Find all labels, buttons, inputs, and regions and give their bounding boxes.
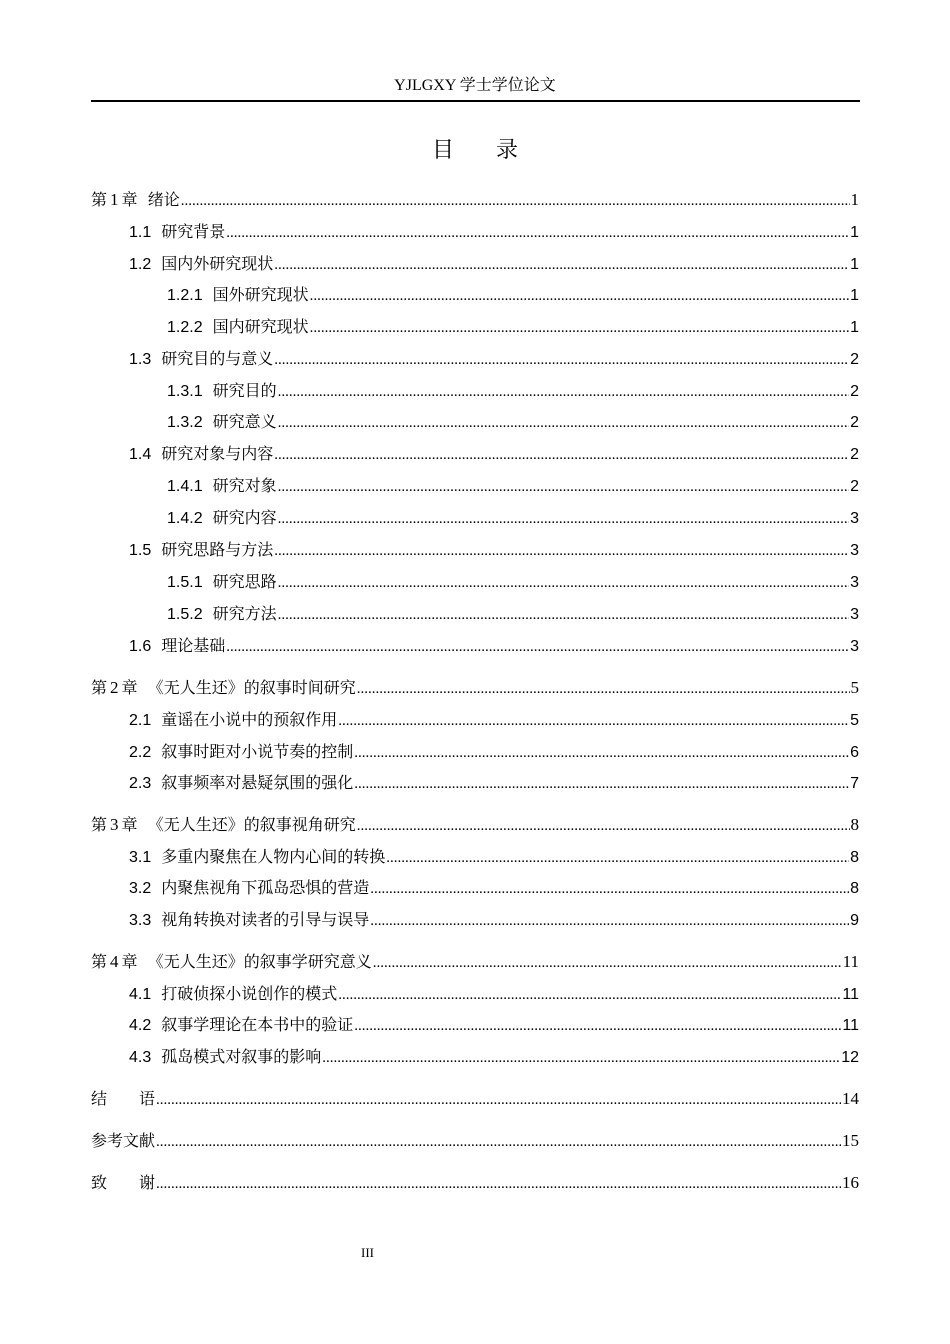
- page-number-ref: 2: [850, 383, 859, 400]
- page-number-ref: 5: [850, 678, 859, 697]
- section-title: 打破侦探小说创作的模式: [161, 984, 338, 1003]
- page-number-ref: 1: [850, 256, 859, 273]
- dot-leader: [373, 951, 842, 974]
- section-title: 研究目的与意义: [161, 349, 274, 368]
- section-title: 研究思路: [212, 572, 277, 591]
- dot-leader: [156, 1088, 841, 1111]
- toc-entry-section[interactable]: [91, 909, 859, 931]
- section-title: 研究内容: [212, 508, 277, 527]
- dot-leader: [357, 814, 850, 837]
- page-number-ref: 3: [850, 638, 859, 655]
- dot-leader: [274, 539, 849, 562]
- dot-leader: [226, 635, 849, 658]
- page-number-ref: 11: [842, 952, 859, 971]
- dot-leader: [386, 846, 849, 869]
- chapter-prefix: 第: [91, 815, 108, 834]
- section-number: 1.2: [129, 256, 152, 273]
- toc-entry-section[interactable]: [91, 221, 859, 243]
- chapter-prefix: 第: [91, 952, 108, 971]
- section-title: 研究方法: [212, 604, 277, 623]
- section-number: 1.2.2: [167, 319, 203, 336]
- toc-title-right: 录: [496, 138, 519, 163]
- chapter-prefix: 第: [91, 190, 108, 209]
- section-number: 1.4.2: [167, 510, 203, 527]
- section-title: 叙事时距对小说节奏的控制: [161, 742, 354, 761]
- dot-leader: [274, 253, 849, 276]
- toc-title-left: 目: [431, 138, 454, 163]
- section-number: 1.1: [129, 224, 152, 241]
- toc-entry-section[interactable]: [91, 571, 859, 593]
- section-title: 叙事学理论在本书中的验证: [161, 1015, 354, 1034]
- dot-leader: [310, 316, 849, 339]
- dot-leader: [278, 603, 849, 626]
- toc-entry-section[interactable]: [91, 709, 859, 731]
- dot-leader: [181, 189, 850, 212]
- page-number-ref: 1: [850, 224, 859, 241]
- section-number: 1.4: [129, 446, 152, 463]
- page-number-ref: 9: [850, 912, 859, 929]
- page-number-ref: 2: [850, 446, 859, 463]
- section-number: 1.6: [129, 638, 152, 655]
- toc-entry-section[interactable]: [91, 475, 859, 497]
- section-number: 2.1: [129, 712, 152, 729]
- toc-entry-chapter[interactable]: [91, 1088, 859, 1110]
- section-title: 研究对象与内容: [161, 444, 274, 463]
- section-title: 童谣在小说中的预叙作用: [161, 710, 338, 729]
- dot-leader: [310, 284, 849, 307]
- header-rule: [91, 100, 860, 102]
- page-number-ref: 11: [842, 986, 859, 1003]
- page-number-ref: 3: [850, 542, 859, 559]
- page-number: III: [361, 1245, 374, 1260]
- section-number: 1.4.1: [167, 478, 203, 495]
- section-title: 研究意义: [212, 412, 277, 431]
- dot-leader: [357, 677, 850, 700]
- toc-entry-chapter[interactable]: [91, 677, 859, 699]
- dot-leader: [354, 741, 849, 764]
- dot-leader: [274, 348, 849, 371]
- chapter-number: 4: [110, 952, 119, 971]
- page-number-ref: 8: [850, 880, 859, 897]
- page-number-ref: 15: [842, 1131, 859, 1150]
- section-number: 4.3: [129, 1049, 152, 1066]
- section-number: 1.5.1: [167, 574, 203, 591]
- dot-leader: [156, 1130, 841, 1153]
- section-title: 理论基础: [161, 636, 226, 655]
- toc-entry-section[interactable]: [91, 983, 859, 1005]
- toc-entry-section[interactable]: [91, 741, 859, 763]
- chapter-title: 章 《无人生还》的叙事时间研究: [121, 678, 356, 697]
- toc-entry-chapter[interactable]: [91, 814, 859, 836]
- section-title: 研究对象: [212, 476, 277, 495]
- page-number-ref: 14: [842, 1089, 859, 1108]
- page-number-ref: 7: [850, 775, 859, 792]
- page-header: YJLGXY 学士学位论文: [394, 77, 556, 94]
- dot-leader: [354, 1014, 841, 1037]
- section-number: 4.1: [129, 986, 152, 1003]
- section-number: 4.2: [129, 1017, 152, 1034]
- section-number: 2.3: [129, 775, 152, 792]
- toc-entry-section[interactable]: [91, 253, 859, 275]
- chapter-number: 3: [110, 815, 119, 834]
- page-number-ref: 1: [850, 190, 859, 209]
- page-number-ref: 8: [850, 815, 859, 834]
- page-number-ref: 3: [850, 510, 859, 527]
- chapter-title: 章 绪论: [121, 190, 180, 209]
- page-number-ref: 5: [850, 712, 859, 729]
- toc-entry-section[interactable]: [91, 507, 859, 529]
- toc-entry-section[interactable]: [91, 316, 859, 338]
- dot-leader: [338, 709, 849, 732]
- dot-leader: [370, 909, 849, 932]
- section-title: 叙事频率对悬疑氛围的强化: [161, 773, 354, 792]
- dot-leader: [278, 380, 849, 403]
- dot-leader: [370, 877, 849, 900]
- section-title: 国外研究现状: [212, 285, 309, 304]
- page-number-ref: 11: [842, 1017, 859, 1034]
- toc-title: [0, 136, 950, 166]
- section-number: 1.2.1: [167, 287, 203, 304]
- dot-leader: [354, 772, 849, 795]
- toc-entry-section[interactable]: [91, 284, 859, 306]
- section-number: 1.3.2: [167, 414, 203, 431]
- section-title: 视角转换对读者的引导与误导: [161, 910, 370, 929]
- section-number: 1.3: [129, 351, 152, 368]
- toc-entry-section[interactable]: [91, 1046, 859, 1068]
- chapter-number: 1: [110, 190, 119, 209]
- toc-entry-section[interactable]: [91, 1014, 859, 1036]
- section-number: 1.5.2: [167, 606, 203, 623]
- page-number-ref: 3: [850, 574, 859, 591]
- dot-leader: [278, 571, 849, 594]
- toc-entry-section[interactable]: [91, 348, 859, 370]
- section-number: 3.3: [129, 912, 152, 929]
- dot-leader: [278, 475, 849, 498]
- entry-title: 参考文献: [91, 1131, 156, 1150]
- section-title: 国内研究现状: [212, 317, 309, 336]
- toc-entry-section[interactable]: [91, 603, 859, 625]
- toc-entry-section[interactable]: [91, 846, 859, 868]
- section-number: 3.1: [129, 849, 152, 866]
- page-number-ref: 1: [850, 287, 859, 304]
- toc-entry-chapter[interactable]: [91, 951, 859, 973]
- dot-leader: [322, 1046, 840, 1069]
- toc-entry-section[interactable]: [91, 877, 859, 899]
- chapter-title: 章 《无人生还》的叙事视角研究: [121, 815, 356, 834]
- chapter-number: 2: [110, 678, 119, 697]
- section-title: 国内外研究现状: [161, 254, 274, 273]
- page-number-ref: 2: [850, 478, 859, 495]
- dot-leader: [278, 411, 849, 434]
- toc-entry-chapter[interactable]: [91, 189, 859, 211]
- section-title: 孤岛模式对叙事的影响: [161, 1047, 322, 1066]
- toc-entry-section[interactable]: [91, 772, 859, 794]
- entry-title: 结 语: [91, 1089, 156, 1108]
- dot-leader: [226, 221, 849, 244]
- toc-entry-section[interactable]: [91, 635, 859, 657]
- toc-entry-chapter[interactable]: [91, 1172, 859, 1194]
- page-number-ref: 2: [850, 414, 859, 431]
- toc-entry-section[interactable]: [91, 443, 859, 465]
- section-number: 2.2: [129, 744, 152, 761]
- section-title: 研究背景: [161, 222, 226, 241]
- chapter-title: 章 《无人生还》的叙事学研究意义: [121, 952, 372, 971]
- toc-entry-section[interactable]: [91, 380, 859, 402]
- toc-entry-section[interactable]: [91, 539, 859, 561]
- section-number: 1.3.1: [167, 383, 203, 400]
- page-number-ref: 8: [850, 849, 859, 866]
- section-number: 3.2: [129, 880, 152, 897]
- page-number-ref: 16: [842, 1173, 859, 1192]
- toc-entry-section[interactable]: [91, 411, 859, 433]
- page-number-ref: 6: [850, 744, 859, 761]
- section-title: 内聚焦视角下孤岛恐惧的营造: [161, 878, 370, 897]
- dot-leader: [156, 1172, 841, 1195]
- section-number: 1.5: [129, 542, 152, 559]
- page-number-ref: 1: [850, 319, 859, 336]
- page-number-ref: 2: [850, 351, 859, 368]
- section-title: 研究目的: [212, 381, 277, 400]
- page-number-ref: 12: [841, 1049, 859, 1066]
- section-title: 研究思路与方法: [161, 540, 274, 559]
- toc-entry-chapter[interactable]: [91, 1130, 859, 1152]
- entry-title: 致 谢: [91, 1173, 156, 1192]
- chapter-prefix: 第: [91, 678, 108, 697]
- section-title: 多重内聚焦在人物内心间的转换: [161, 847, 386, 866]
- dot-leader: [274, 443, 849, 466]
- page-number-ref: 3: [850, 606, 859, 623]
- dot-leader: [278, 507, 849, 530]
- dot-leader: [338, 983, 841, 1006]
